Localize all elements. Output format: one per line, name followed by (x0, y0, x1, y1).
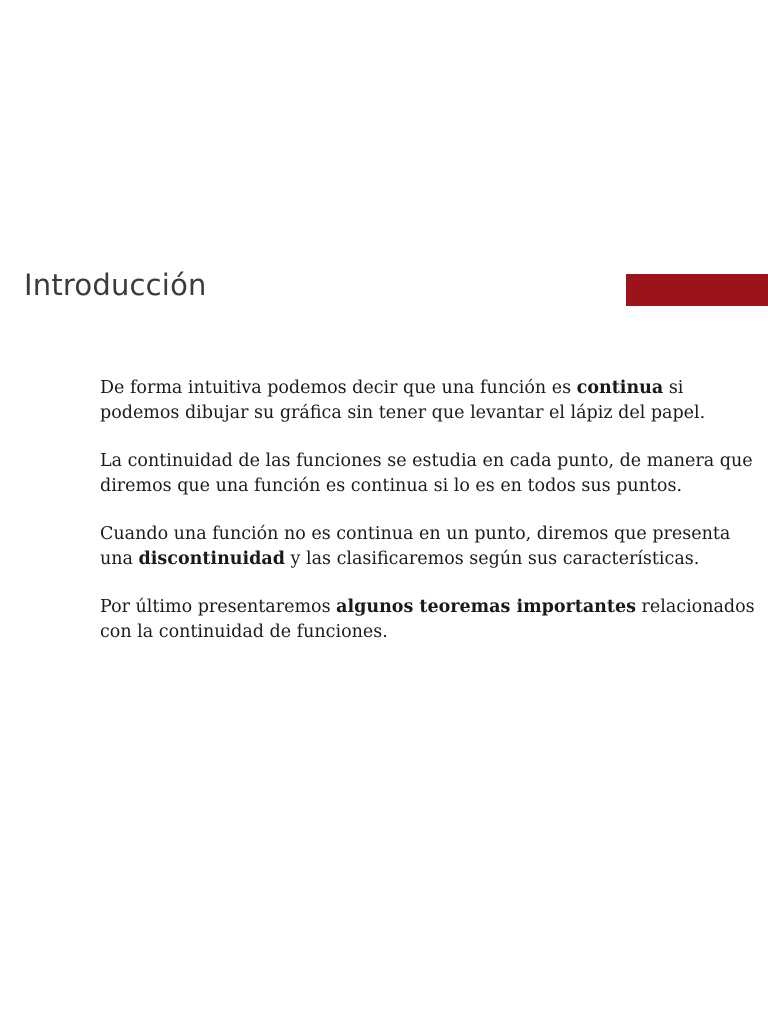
paragraph-text: si podemos dibujar su gráfica sin tener que levantar el lápiz del papel. (100, 378, 706, 423)
paragraph-discontinuity (100, 522, 764, 571)
paragraph-text: Por último presentaremos (100, 597, 337, 617)
slide-body (100, 376, 764, 668)
paragraph-text: relacionados con la continuidad de funciones. (100, 597, 755, 642)
emphasis-continua: continua (576, 378, 664, 398)
paragraph-continuity-per-point (100, 449, 764, 498)
paragraph-continuity-definition (100, 376, 764, 425)
emphasis-teoremas: algunos teoremas importantes (336, 597, 636, 617)
paragraph-text: La continuidad de las funciones se estudia en cada punto, de manera que diremos que una función es continua si lo es en todos sus puntos. (100, 451, 753, 496)
slide-title: Introducción (24, 268, 207, 302)
paragraph-text: y las clasificaremos según sus características. (284, 548, 700, 569)
paragraph-text: Cuando una función no es continua en un punto, diremos que presenta una (100, 524, 731, 569)
title-accent-bar (626, 274, 768, 306)
paragraph-theorems (100, 595, 764, 644)
paragraph-text: De forma intuitiva podemos decir que una función es (100, 378, 577, 398)
emphasis-discontinuidad: discontinuidad (138, 548, 285, 569)
